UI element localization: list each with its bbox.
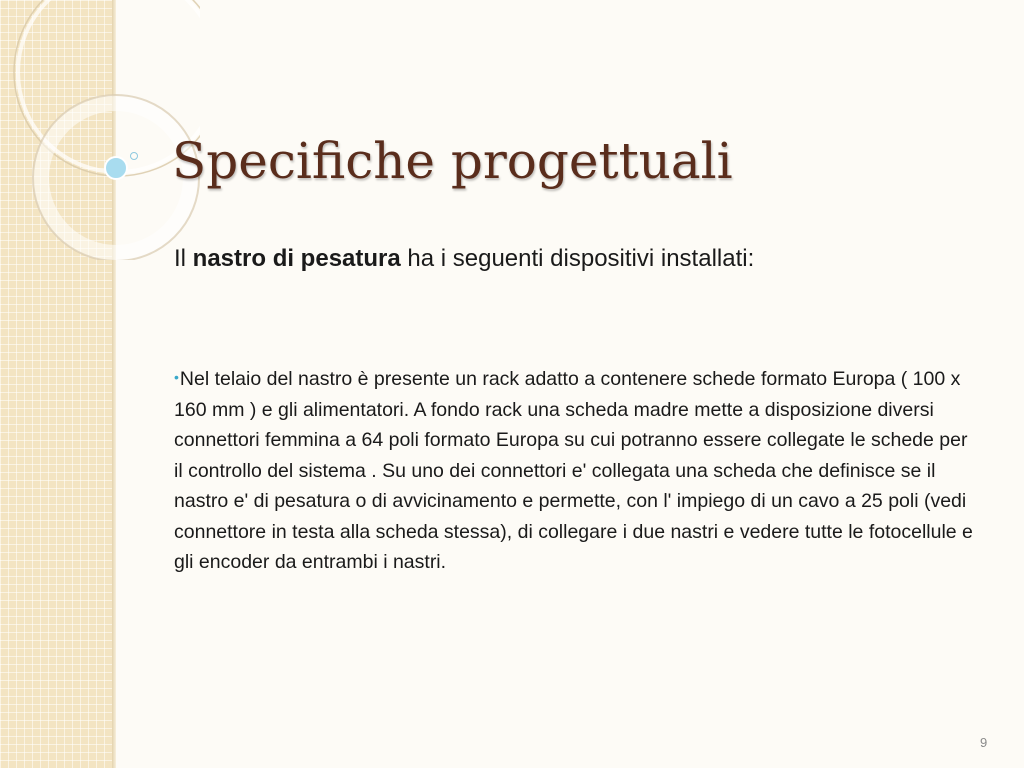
intro-line bbox=[174, 245, 754, 273]
intro-prefix: Il bbox=[174, 245, 193, 272]
slide-title: Specifiche progettuali bbox=[172, 132, 733, 190]
bullet-icon: • bbox=[174, 369, 179, 385]
page-number: 9 bbox=[980, 735, 988, 750]
intro-bold-term: nastro di pesatura bbox=[192, 245, 401, 272]
decorative-rings-icon bbox=[0, 0, 200, 260]
bullet-text: Nel telaio del nastro è presente un rack adatto a contenere schede formato Europa ( 100 x 160 mm ) e gli alimentatori. A fondo rack una scheda madre mette a disposizione diversi connettori femmina a 64 poli formato Europa su cui potranno essere collegate le schede per il controllo del sistema . Su uno dei connettori e' collegata una scheda che definisce se il nastro e' di pesatura o di avvicinamento e permette, con l' impiego di un cavo a 25 poli (vedi connettore in testa alla scheda stessa), di collegare i due nastri e vedere tutte le fotocellule e gli encoder da entrambi i nastri. bbox=[174, 368, 973, 573]
bullet-paragraph bbox=[174, 362, 979, 578]
intro-suffix: ha i seguenti dispositivi installati: bbox=[400, 245, 755, 272]
